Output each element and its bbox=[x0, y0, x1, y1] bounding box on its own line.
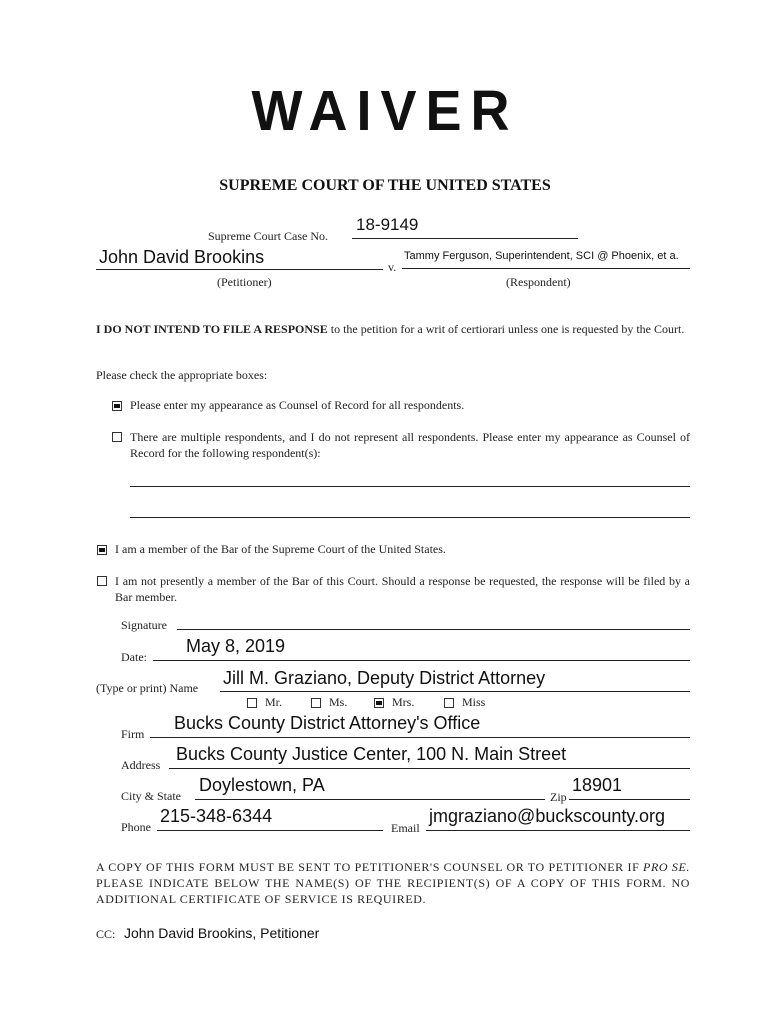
case-number-line bbox=[352, 238, 578, 239]
petitioner-line bbox=[96, 269, 383, 270]
copy-notice-part2: PLEASE INDICATE BELOW THE NAME(S) OF THE RECIPIENT(S) OF A COPY OF THIS FORM. NO ADDITIONAL CERTIFICATE OF SERVICE IS REQUIRED. bbox=[96, 876, 690, 906]
respondent-list-line-2[interactable] bbox=[130, 517, 690, 518]
respondent-line bbox=[402, 268, 690, 269]
zip-line bbox=[569, 799, 690, 800]
date-value[interactable]: May 8, 2019 bbox=[186, 636, 286, 656]
address-label: Address bbox=[121, 758, 161, 772]
court-heading: SUPREME COURT OF THE UNITED STATES bbox=[219, 177, 551, 194]
not-bar-member-checkbox[interactable] bbox=[97, 576, 107, 586]
multiple-respondents-checkbox[interactable] bbox=[112, 432, 122, 442]
city-label: City & State bbox=[121, 789, 181, 803]
all-respondents-label: Please enter my appearance as Counsel of Record for all respondents. bbox=[130, 398, 465, 412]
title-mrs-label: Mrs. bbox=[392, 695, 415, 709]
title-mr-checkbox[interactable] bbox=[247, 698, 257, 708]
copy-notice bbox=[96, 859, 690, 907]
firm-line bbox=[150, 737, 690, 738]
name-line bbox=[220, 691, 690, 692]
bar-member-label: I am a member of the Bar of the Supreme Court of the United States. bbox=[115, 542, 446, 556]
name-label: (Type or print) Name bbox=[96, 681, 199, 695]
copy-notice-italic: PRO SE. bbox=[643, 860, 690, 874]
not-bar-member-label: I am not presently a member of the Bar of this Court. Should a response be requested, the response will be filed by a Bar member. bbox=[115, 574, 690, 604]
multiple-respondents-label: There are multiple respondents, and I do not represent all respondents. Please enter my appearance as Counsel of Record for the following respondent(s): bbox=[130, 430, 690, 460]
intent-rest: to the petition for a writ of certiorari unless one is requested by the Court. bbox=[327, 322, 685, 336]
title-ms-label: Ms. bbox=[329, 695, 348, 709]
city-line bbox=[195, 799, 545, 800]
check-instructions: Please check the appropriate boxes: bbox=[96, 368, 268, 382]
all-respondents-checkbox[interactable] bbox=[112, 401, 122, 411]
cc-label: CC: bbox=[96, 927, 116, 941]
date-label: Date: bbox=[121, 650, 147, 664]
respondent-list-line-1[interactable] bbox=[130, 486, 690, 487]
firm-value[interactable]: Bucks County District Attorney's Office bbox=[174, 713, 481, 733]
phone-value[interactable]: 215-348-6344 bbox=[160, 806, 273, 826]
title-ms-checkbox[interactable] bbox=[311, 698, 321, 708]
cc-value[interactable]: John David Brookins, Petitioner bbox=[124, 925, 320, 941]
intent-bold: I DO NOT INTEND TO FILE A RESPONSE bbox=[96, 322, 328, 336]
name-value[interactable]: Jill M. Graziano, Deputy District Attorney bbox=[223, 668, 546, 688]
email-label: Email bbox=[391, 821, 420, 835]
case-number-label: Supreme Court Case No. bbox=[208, 229, 328, 243]
title-mrs-checkbox[interactable] bbox=[374, 698, 384, 708]
zip-label: Zip bbox=[550, 790, 567, 804]
copy-notice-part1: A COPY OF THIS FORM MUST BE SENT TO PETITIONER'S COUNSEL OR TO PETITIONER IF bbox=[96, 860, 644, 874]
signature-line[interactable] bbox=[177, 629, 690, 630]
form-title: WAIVER bbox=[251, 79, 519, 143]
title-miss-label: Miss bbox=[462, 695, 486, 709]
bar-member-checkbox[interactable] bbox=[97, 545, 107, 555]
intent-statement bbox=[96, 321, 690, 337]
petitioner-caption: (Petitioner) bbox=[217, 275, 272, 289]
email-value[interactable]: jmgraziano@buckscounty.org bbox=[429, 806, 666, 826]
title-mr-label: Mr. bbox=[265, 695, 283, 709]
phone-line bbox=[157, 830, 383, 831]
respondent-value[interactable]: Tammy Ferguson, Superintendent, SCI @ Phoenix, et a. bbox=[404, 250, 679, 262]
city-value[interactable]: Doylestown, PA bbox=[199, 775, 325, 795]
versus-label: v. bbox=[388, 260, 397, 274]
title-miss-checkbox[interactable] bbox=[444, 698, 454, 708]
phone-label: Phone bbox=[121, 820, 151, 834]
respondent-caption: (Respondent) bbox=[506, 275, 571, 289]
firm-label: Firm bbox=[121, 727, 145, 741]
address-value[interactable]: Bucks County Justice Center, 100 N. Main Street bbox=[176, 744, 567, 764]
date-line bbox=[153, 660, 690, 661]
zip-value[interactable]: 18901 bbox=[572, 775, 623, 795]
signature-label: Signature bbox=[121, 618, 167, 632]
case-number-value[interactable]: 18-9149 bbox=[356, 215, 419, 234]
email-line bbox=[426, 830, 690, 831]
petitioner-value[interactable]: John David Brookins bbox=[99, 247, 265, 267]
address-line bbox=[169, 768, 690, 769]
